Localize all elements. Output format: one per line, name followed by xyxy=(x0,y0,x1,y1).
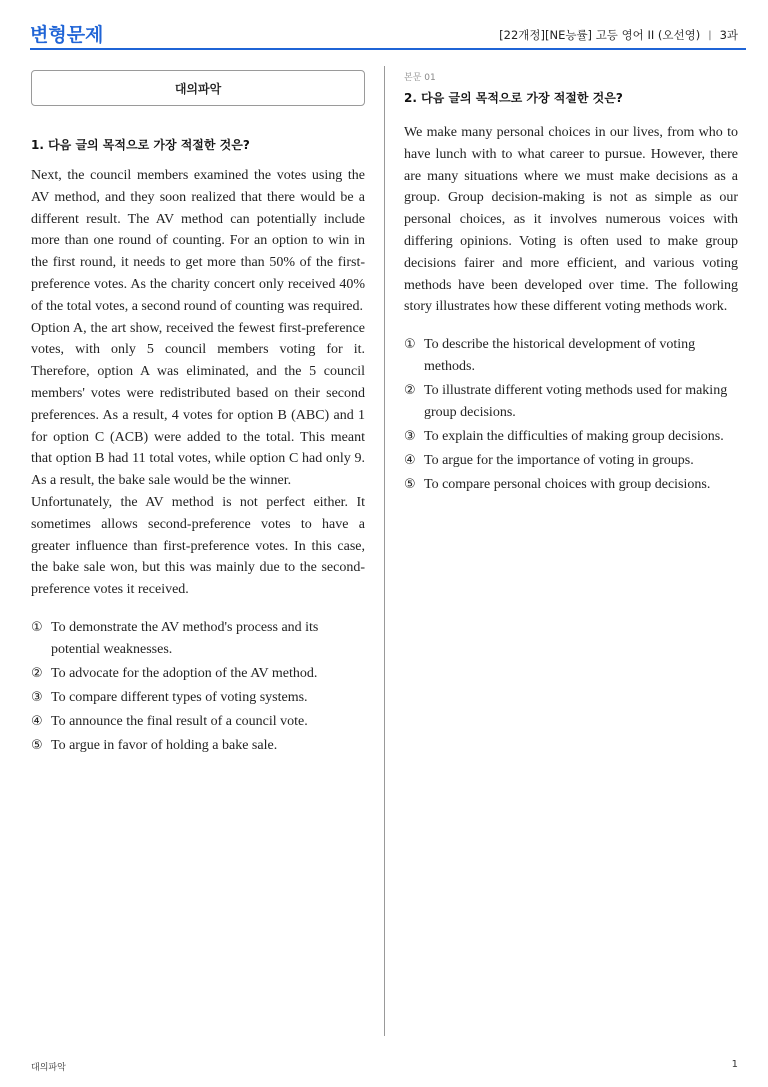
choice-item[interactable] xyxy=(404,474,738,496)
right-column xyxy=(404,70,738,498)
choice-text: To argue in favor of holding a bake sale. xyxy=(51,737,278,753)
choice-number: ② xyxy=(31,665,43,681)
course-name: [22개정][NE능률] 고등 영어 II (오선영) xyxy=(499,28,701,42)
choice-item[interactable] xyxy=(404,334,738,378)
choice-item[interactable] xyxy=(31,711,365,733)
passage-1 xyxy=(31,165,365,601)
choice-text: To announce the final result of a council vote. xyxy=(51,713,308,729)
passage-paragraph: Unfortunately, the AV method is not perfect either. It sometimes allows second-preference votes to have a greater influence than first-preference votes. In this case, the bake sale won, but this was mainly due to the second-preference votes it received. xyxy=(31,494,365,598)
choice-item[interactable] xyxy=(404,426,738,448)
passage-paragraph: Next, the council members examined the votes using the AV method, and they soon realized that there would be a different result. The AV method can potentially include more than one round of counting. For an option to win in the first round, it needs to get more than 50% of the first-preference votes. As the charity concert only received 40% of the total votes, a second round of counting was required. xyxy=(31,168,365,314)
choice-number: ④ xyxy=(404,453,416,469)
choice-item[interactable] xyxy=(31,617,365,661)
choices-1 xyxy=(31,617,365,757)
choice-item[interactable] xyxy=(31,735,365,757)
page-number: 1 xyxy=(731,1059,738,1070)
choice-number: ③ xyxy=(404,429,416,445)
passage-paragraph: We make many personal choices in our lives, from who to have lunch with to what career to pursue. However, there are many situations where we must make decisions as a group. Group decision-making is not as simple as our personal choices, as it involves numerous voices with differing opinions. Voting is often used to make group decisions fairer and more efficient, and various voting methods have been developed over time. The following story illustrates how these different voting methods work. xyxy=(404,125,738,315)
passage-2 xyxy=(404,122,738,318)
question-1: 1. 다음 글의 목적으로 가장 적절한 것은? xyxy=(31,138,250,152)
choice-text: To argue for the importance of voting in groups. xyxy=(424,453,694,469)
header-divider xyxy=(30,48,746,50)
choice-text: To demonstrate the AV method's process and its potential weaknesses. xyxy=(51,619,319,657)
choice-number: ③ xyxy=(31,689,43,705)
left-column xyxy=(31,70,365,759)
choice-item[interactable] xyxy=(31,663,365,685)
choices-2 xyxy=(404,334,738,496)
choice-item[interactable] xyxy=(31,687,365,709)
topic-box: 대의파악 xyxy=(31,70,365,106)
choice-text: To advocate for the adoption of the AV method. xyxy=(51,665,318,681)
choice-number: ② xyxy=(404,383,416,399)
page-title: 변형문제 xyxy=(30,24,104,46)
choice-number: ① xyxy=(31,619,43,635)
choice-text: To compare personal choices with group decisions. xyxy=(424,477,711,493)
lesson-label: 3과 xyxy=(719,28,738,42)
footer-section: 대의파악 xyxy=(31,1063,66,1073)
choice-number: ⑤ xyxy=(404,477,416,493)
choice-item[interactable] xyxy=(404,450,738,472)
column-divider xyxy=(384,66,385,1036)
choice-number: ④ xyxy=(31,713,43,729)
choice-number: ① xyxy=(404,337,416,353)
question-2: 2. 다음 글의 목적으로 가장 적절한 것은? xyxy=(404,91,623,105)
choice-text: To explain the difficulties of making group decisions. xyxy=(424,429,724,445)
header-separator: | xyxy=(708,29,712,41)
choice-text: To compare different types of voting systems. xyxy=(51,689,308,705)
choice-text: To describe the historical development of voting methods. xyxy=(424,337,696,375)
choice-number: ⑤ xyxy=(31,737,43,753)
passage-paragraph: Option A, the art show, received the fewest first-preference votes, with only 5 council members voting for it. Therefore, option A was eliminated, and the 5 council members' votes were redistributed based on their second preferences. As a result, 4 votes for option B (ABC) and 1 for option C (ACB) were added to the total. This meant that option B had 11 total votes, while option C had only 9. As a result, the bake sale would be the winner. xyxy=(31,320,365,489)
choice-text: To illustrate different voting methods used for making group decisions. xyxy=(424,383,728,421)
course-info xyxy=(499,27,738,43)
passage-tag: 본문 01 xyxy=(404,73,436,83)
choice-item[interactable] xyxy=(404,380,738,424)
